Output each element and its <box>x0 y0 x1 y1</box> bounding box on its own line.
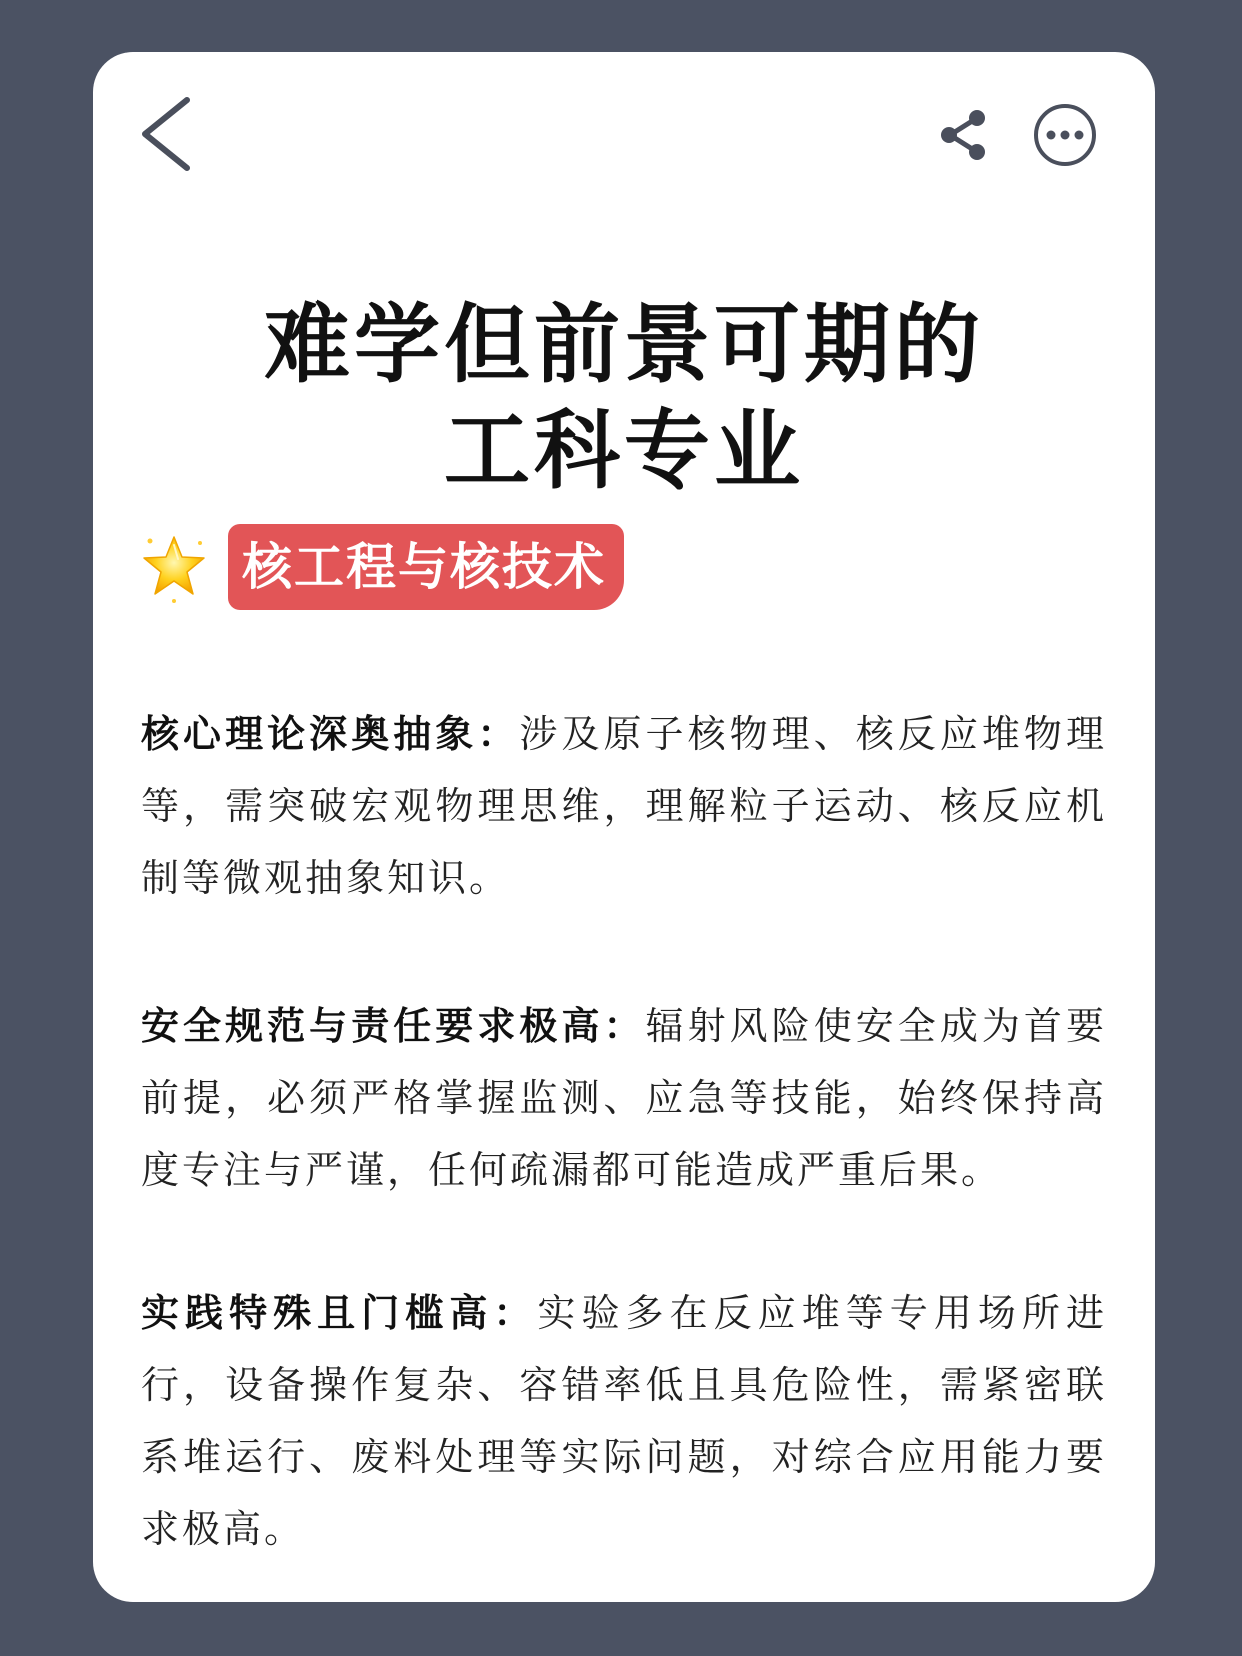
title-line-2: 工科专业 <box>444 401 804 501</box>
title-line-1: 难学但前景可期的 <box>264 295 984 395</box>
paragraph-safety <box>141 990 1107 1206</box>
paragraph-heading: 安全规范与责任要求极高： <box>141 1004 646 1048</box>
section-heading <box>138 522 624 612</box>
paragraph-core-theory <box>141 698 1107 914</box>
paragraph-text: 辐射风险使安全成为首要前提，必须严格掌握监测、应急等技能，始终保持高度专注与严谨，任何疏漏都可能造成严重后果。 <box>141 1004 1107 1192</box>
share-button[interactable] <box>936 107 992 163</box>
paragraph-text: 实验多在反应堆等专用场所进行，设备操作复杂、容错率低且具危险性，需紧密联系堆运行、废料处理等实际问题，对综合应用能力要求极高。 <box>141 1291 1107 1551</box>
page-title <box>93 292 1155 504</box>
more-horizontal-circle-icon <box>1032 102 1098 168</box>
star-icon <box>138 531 210 603</box>
paragraph-heading: 实践特殊且门槛高： <box>141 1291 538 1335</box>
post-card <box>93 52 1155 1602</box>
share-icon <box>936 107 992 163</box>
back-button[interactable] <box>137 94 197 174</box>
paragraph-heading: 核心理论深奥抽象： <box>141 712 520 756</box>
paragraph-text: 涉及原子核物理、核反应堆物理等，需突破宏观物理思维，理解粒子运动、核反应机制等微观抽象知识。 <box>141 712 1107 900</box>
paragraph-practice <box>141 1277 1107 1565</box>
more-options-button[interactable] <box>1032 102 1098 168</box>
section-tag: 核工程与核技术 <box>228 524 624 610</box>
chevron-left-icon <box>137 94 197 174</box>
